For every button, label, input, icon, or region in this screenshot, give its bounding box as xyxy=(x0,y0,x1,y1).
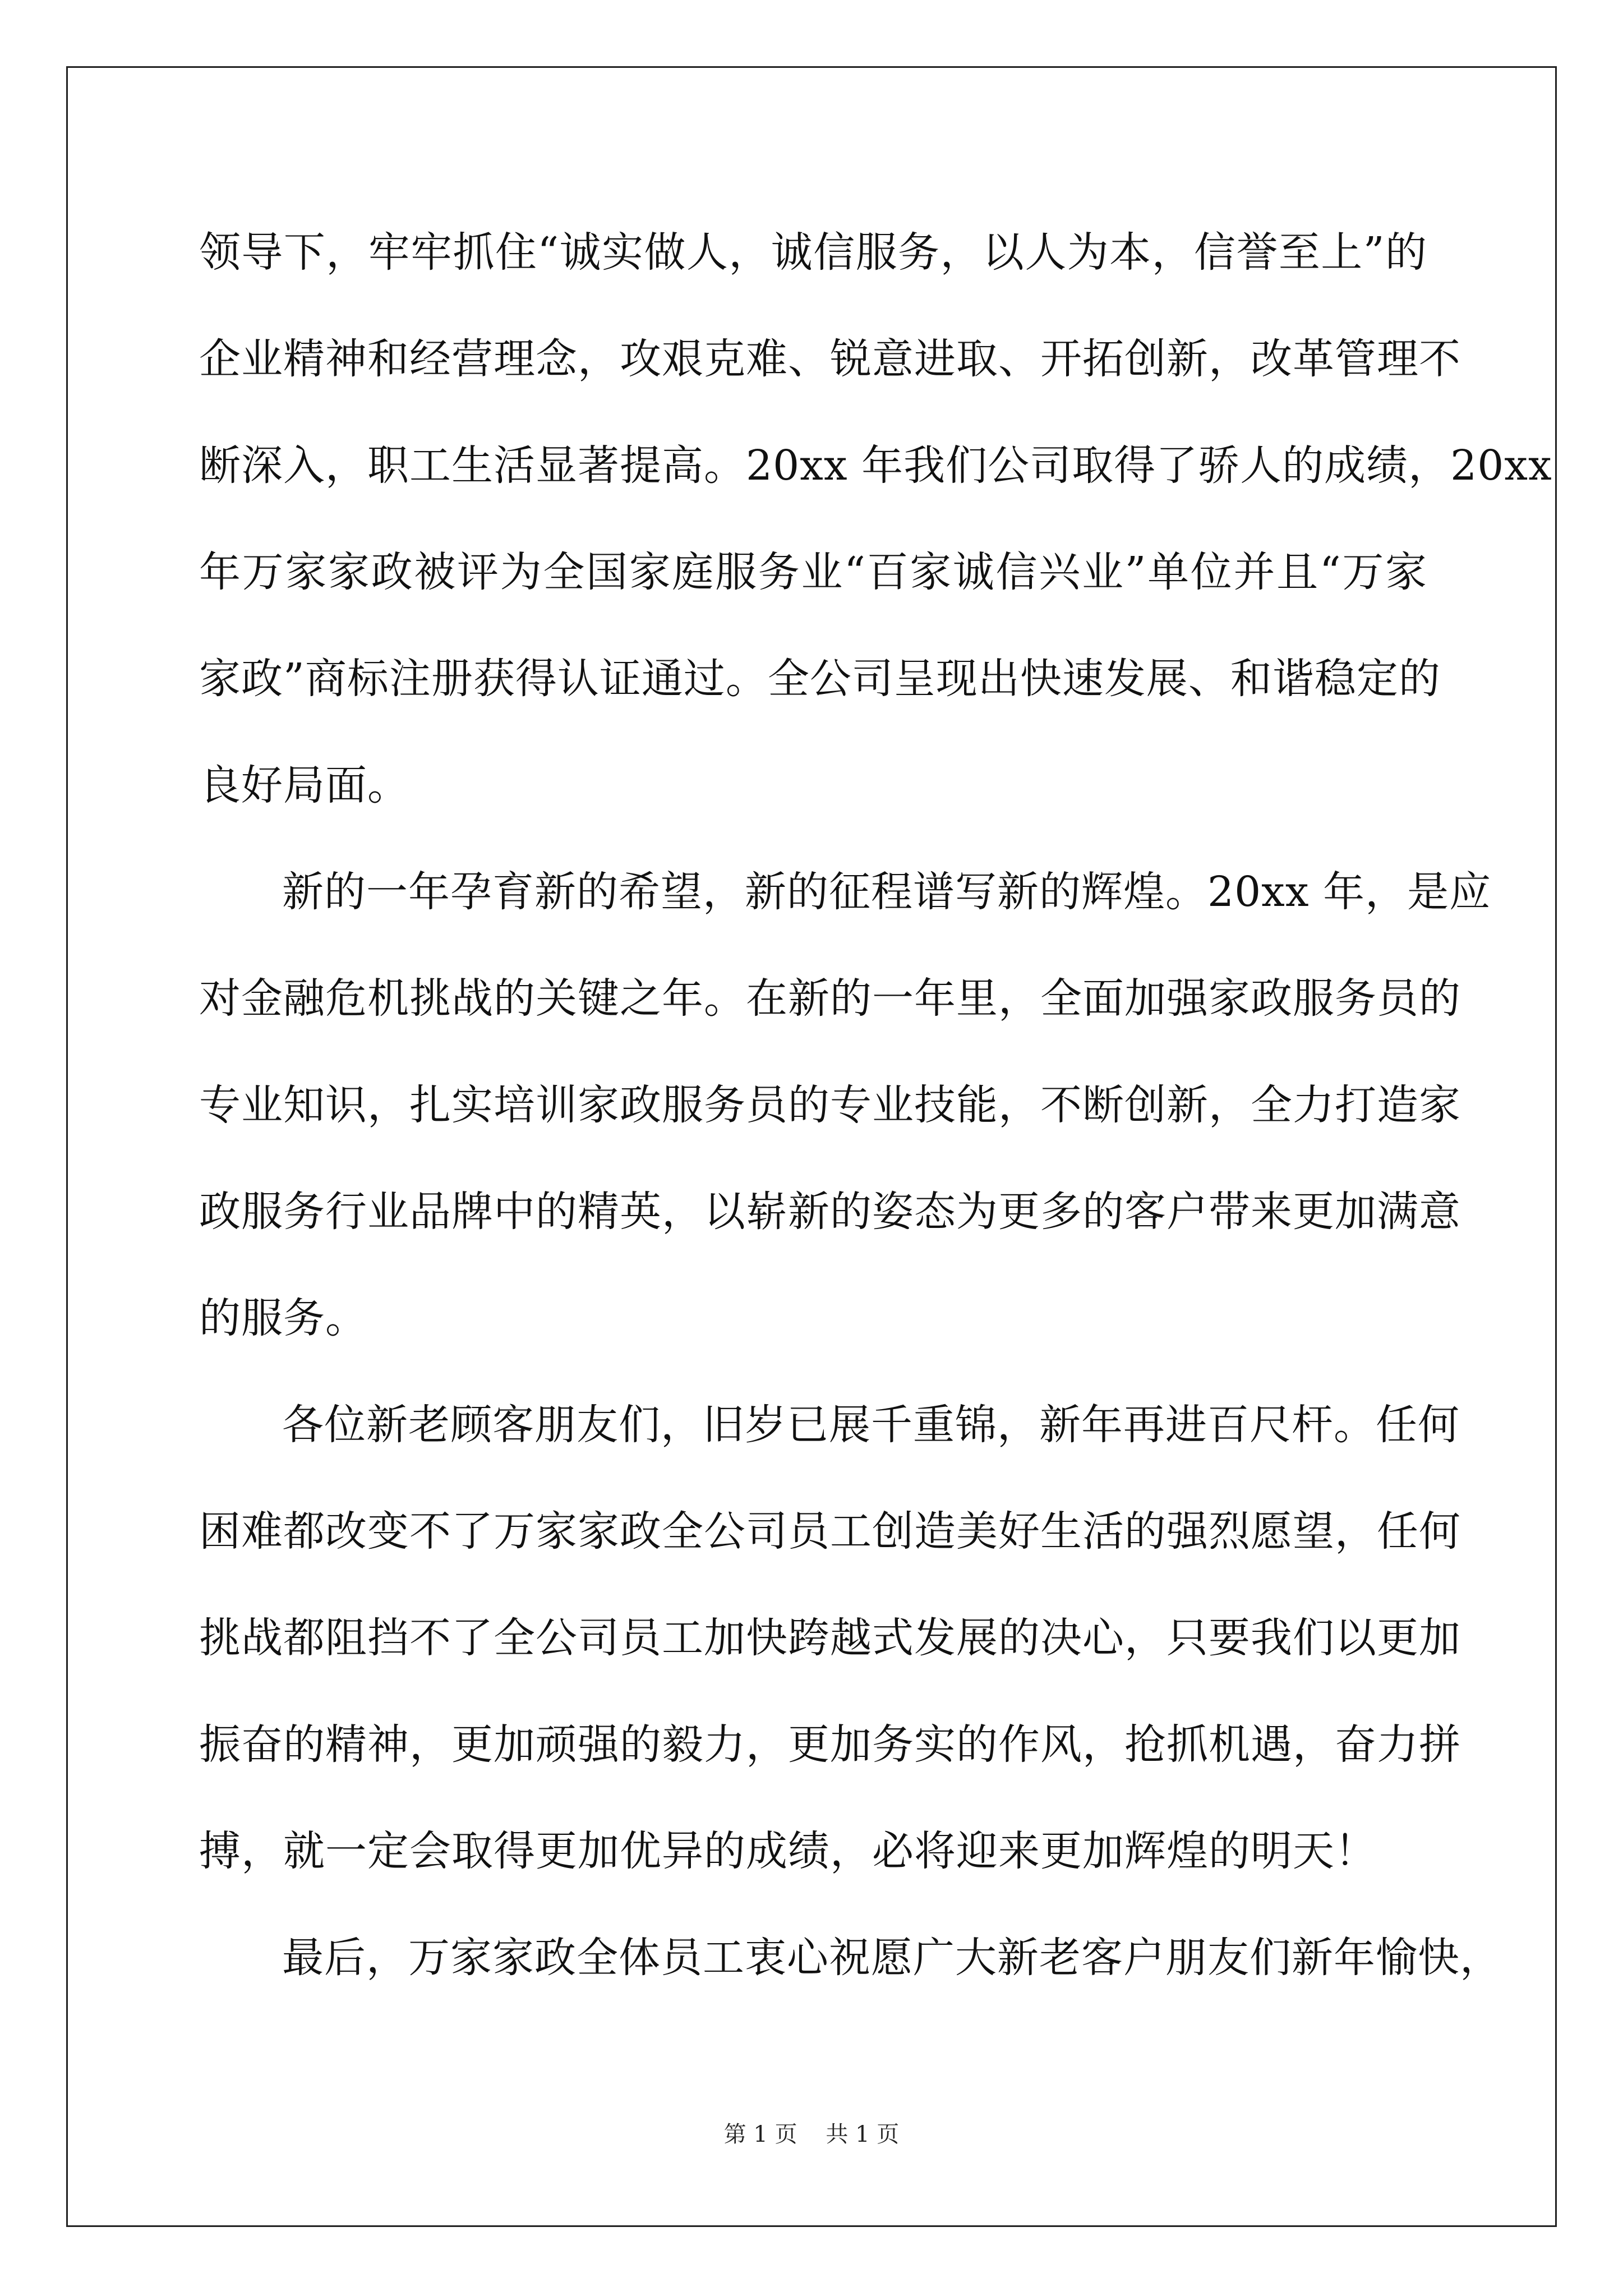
text-line: 搏，就一定会取得更加优异的成绩，必将迎来更加辉煌的明天！ xyxy=(199,1827,1377,1875)
text-line: 领导下，牢牢抓住“诚实做人，诚信服务，以人为本，信誉至上”的 xyxy=(199,228,1427,277)
text-line: 的服务。 xyxy=(199,1294,367,1342)
text-line: 最后，万家家政全体员工衷心祝愿广大新老客户朋友们新年愉快， xyxy=(282,1934,1502,1982)
text-line: 挑战都阻挡不了全公司员工加快跨越式发展的决心，只要我们以更加 xyxy=(199,1614,1461,1662)
text-line: 家政”商标注册获得认证通过。全公司呈现出快速发展、和谐稳定的 xyxy=(199,655,1441,703)
text-line: 断深入，职工生活显著提高。20xx 年我们公司取得了骄人的成绩，20xx xyxy=(199,441,1552,490)
text-line: 新的一年孕育新的希望，新的征程谱写新的辉煌。20xx 年，是应 xyxy=(282,868,1492,916)
document-body xyxy=(199,199,1552,2011)
text-line: 企业精神和经营理念，攻艰克难、锐意进取、开拓创新，改革管理不 xyxy=(199,335,1461,383)
text-line: 政服务行业品牌中的精英，以崭新的姿态为更多的客户带来更加满意 xyxy=(199,1188,1461,1236)
page-footer: 第 1 页 共 1 页 xyxy=(723,2122,900,2147)
text-line: 专业知识，扎实培训家政服务员的专业技能，不断创新，全力打造家 xyxy=(199,1081,1461,1129)
text-line: 振奋的精神，更加顽强的毅力，更加务实的作风，抢抓机遇，奋力拼 xyxy=(199,1720,1461,1769)
text-line: 对金融危机挑战的关键之年。在新的一年里，全面加强家政服务员的 xyxy=(199,974,1461,1023)
text-line: 良好局面。 xyxy=(199,761,409,809)
text-line: 各位新老顾客朋友们，旧岁已展千重锦，新年再进百尺杆。任何 xyxy=(282,1401,1460,1449)
text-line: 年万家家政被评为全国家庭服务业“百家诚信兴业”单位并且“万家 xyxy=(199,548,1427,596)
text-line: 困难都改变不了万家家政全公司员工创造美好生活的强烈愿望，任何 xyxy=(199,1507,1461,1556)
